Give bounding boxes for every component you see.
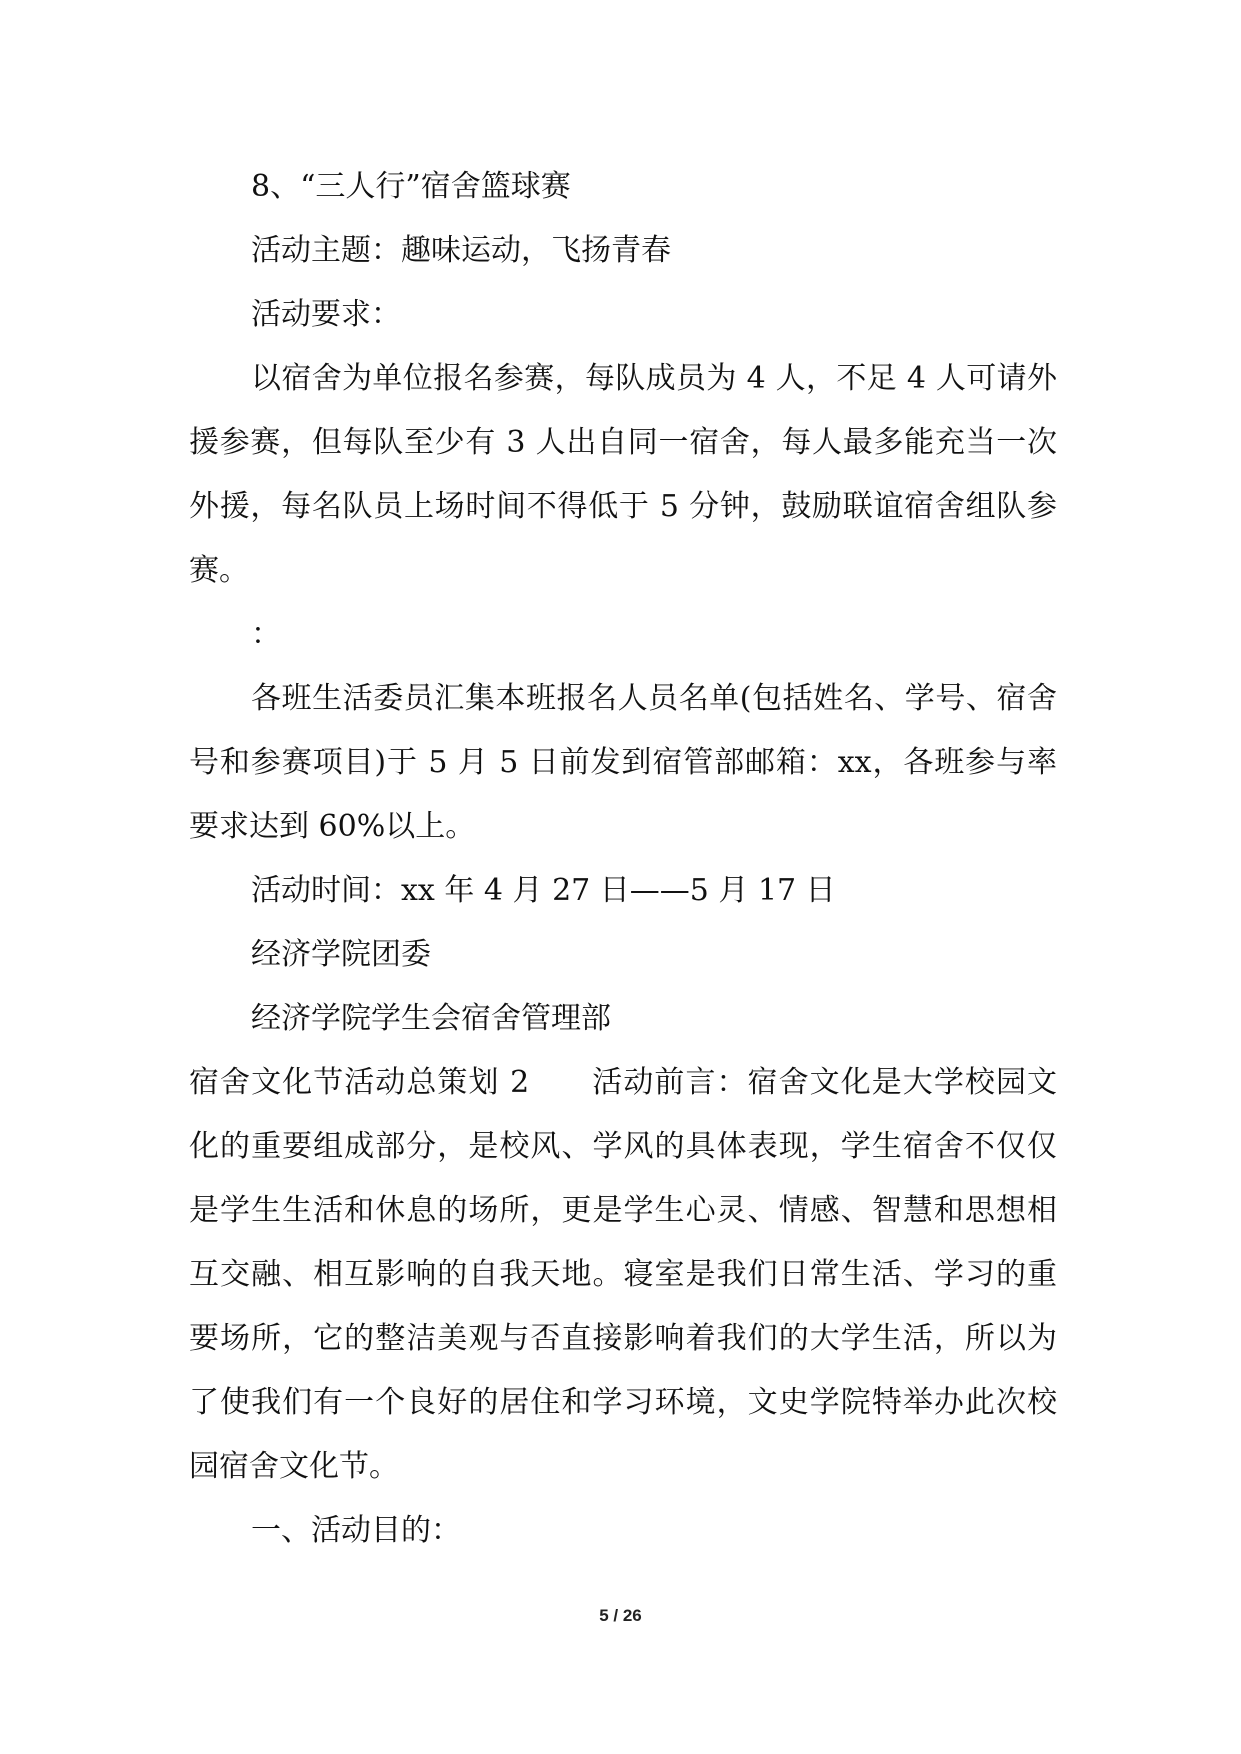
activity-requirements-label: 活动要求： <box>251 297 401 332</box>
page-number: 5 / 26 <box>599 1606 642 1625</box>
organizer-league: 经济学院团委 <box>251 937 431 972</box>
plan-two-preface: 宿舍文化节活动总策划 2 活动前言：宿舍文化是大学校园文化的重要组成部分，是校风、学风的具体表现，学生宿舍不仅仅是学生生活和休息的场所，更是学生心灵、情感、智慧和思想相互交融、相互影响的自我天地。寝室是我们日常生活、学习的重要场所，它的整洁美观与否直接影响着我们的大学生活，所以为了使我们有一个良好的居住和学习环境，文史学院特举办此次校园宿舍文化节。 <box>189 1065 1057 1484</box>
document-body <box>189 155 1057 1563</box>
activity-theme: 活动主题：趣味运动，飞扬青春 <box>251 233 671 268</box>
section-heading-purpose: 一、活动目的： <box>251 1513 461 1548</box>
requirements-paragraph: 以宿舍为单位报名参赛，每队成员为 4 人，不足 4 人可请外援参赛，但每队至少有 3 人出自同一宿舍，每人最多能充当一次外援，每名队员上场时间不得低于 5 分钟，鼓励联谊宿舍组队参赛。 <box>189 361 1057 588</box>
organizer-dorm-dept: 经济学院学生会宿舍管理部 <box>251 1001 611 1036</box>
registration-paragraph: 各班生活委员汇集本班报名人员名单(包括姓名、学号、宿舍号和参赛项目)于 5 月 5 日前发到宿管部邮箱：xx，各班参与率要求达到 60%以上。 <box>189 681 1057 844</box>
colon-line: ： <box>251 617 281 652</box>
section-heading-basketball: 8、“三人行”宿舍篮球赛 <box>251 169 571 204</box>
activity-time: 活动时间：xx 年 4 月 27 日——5 月 17 日 <box>251 873 836 908</box>
